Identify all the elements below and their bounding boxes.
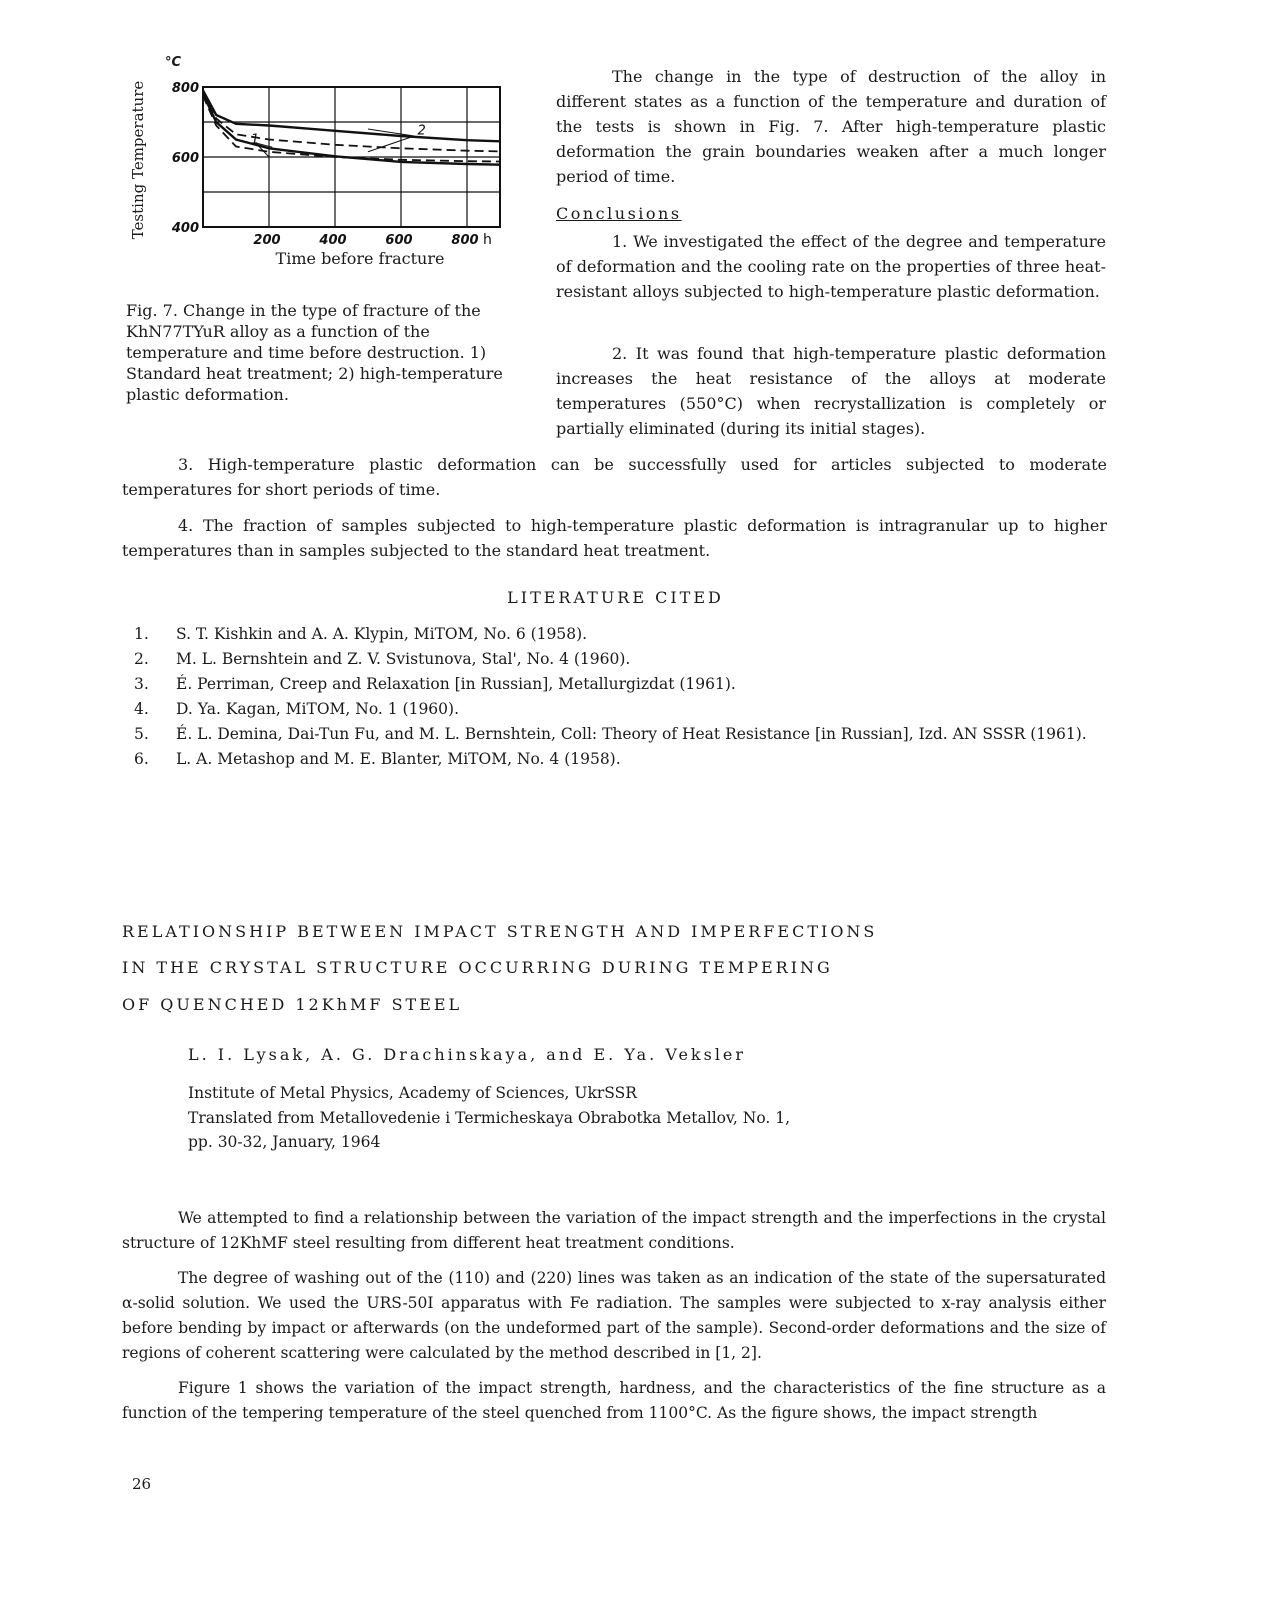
reference-number: 4. xyxy=(134,700,149,718)
reference-item xyxy=(134,697,1109,722)
y-tick-label: 600 xyxy=(171,151,199,166)
curve-label-1: 1 xyxy=(250,132,260,148)
reference-text: S. T. Kishkin and A. A. Klypin, MiTOM, No. 6 (1958). xyxy=(176,625,588,643)
reference-item xyxy=(134,672,1109,697)
x-tick-label: 800 xyxy=(451,233,479,248)
article-para-2: The degree of washing out of the (110) and (220) lines was taken as an indication of the state of the supersaturated α-solid solution. We used the URS-50I apparatus with Fe radiation. The samples were subjected to x-ray analysis either before bending by impact or afterwards (on the undeformed part of the sample). Second-order deformations and the size of regions of coherent scattering were calculated by the method described in [1, 2]. xyxy=(122,1269,1106,1362)
reference-item xyxy=(134,647,1109,672)
y-unit: °C xyxy=(165,55,182,70)
reference-text: M. L. Bernshtein and Z. V. Svistunova, Stal', No. 4 (1960). xyxy=(176,650,631,668)
article-title-line-2: IN THE CRYSTAL STRUCTURE OCCURRING DURING TEMPERING xyxy=(122,958,833,977)
y-tick-label: 800 xyxy=(171,81,199,96)
conclusion-3: 3. High-temperature plastic deformation can be successfully used for articles subjected to moderate temperatures for short periods of time. xyxy=(122,455,1107,499)
conclusion-2: 2. It was found that high-temperature plastic deformation increases the heat resistance of the alloys at moderate temperatures (550°C) when recrystallization is completely or partially eliminated (during its initial stages). xyxy=(556,344,1106,438)
reference-text: L. A. Metashop and M. E. Blanter, MiTOM, No. 4 (1958). xyxy=(176,750,621,768)
conclusion-4: 4. The fraction of samples subjected to high-temperature plastic deformation is intragranular up to higher temperatures than in samples subjected to the standard heat treatment. xyxy=(122,516,1107,560)
figure-caption: Fig. 7. Change in the type of fracture of the KhN77TYuR alloy as a function of the temperature and time before destruction. 1) Standard heat treatment; 2) high-temperature plastic deformation. xyxy=(126,301,503,404)
reference-list xyxy=(134,622,1109,772)
literature-heading: LITERATURE CITED xyxy=(507,588,724,607)
x-tick-label: 400 xyxy=(319,233,347,248)
reference-number: 6. xyxy=(134,750,149,768)
authors: L. I. Lysak, A. G. Drachinskaya, and E. Ya. Veksler xyxy=(188,1045,747,1064)
article-title-line-1: RELATIONSHIP BETWEEN IMPACT STRENGTH AND IMPERFECTIONS xyxy=(122,922,878,941)
figure-7 xyxy=(125,55,525,280)
page-number: 26 xyxy=(132,1475,152,1493)
reference-text: É. L. Demina, Dai-Tun Fu, and M. L. Bernshtein, Coll: Theory of Heat Resistance [in Russian], Izd. AN SSSR (1961). xyxy=(176,725,1087,743)
reference-item xyxy=(134,747,1109,772)
translated-from: Translated from Metallovedenie i Termicheskaya Obrabotka Metallov, No. 1, xyxy=(188,1109,791,1127)
right-para-1: The change in the type of destruction of the alloy in different states as a function of the temperature and duration of the tests is shown in Fig. 7. After high-temperature plastic deformation the grain boundaries weaken after a much longer period of time. xyxy=(556,67,1106,186)
article-para-3: Figure 1 shows the variation of the impact strength, hardness, and the characteristics of the fine structure as a function of the tempering temperature of the steel quenched from 1100°C. As the figure shows, the impact strength xyxy=(122,1379,1106,1422)
reference-text: D. Ya. Kagan, MiTOM, No. 1 (1960). xyxy=(176,700,460,718)
y-tick-label: 400 xyxy=(171,221,199,236)
reference-number: 3. xyxy=(134,675,149,693)
conclusions-heading: Conclusions xyxy=(556,204,682,223)
y-axis-label: Testing Temperature xyxy=(129,80,147,240)
reference-number: 2. xyxy=(134,650,149,668)
x-unit: h xyxy=(483,232,492,248)
curve-label-2: 2 xyxy=(417,123,426,139)
article-title-line-3: OF QUENCHED 12KhMF STEEL xyxy=(122,995,463,1014)
series-line xyxy=(203,96,500,162)
series-line xyxy=(203,94,500,165)
reference-text: É. Perriman, Creep and Relaxation [in Russian], Metallurgizdat (1961). xyxy=(176,675,736,693)
chart-plot xyxy=(125,55,525,255)
article-para-1: We attempted to find a relationship between the variation of the impact strength and the imperfections in the crystal structure of 12KhMF steel resulting from different heat treatment conditions. xyxy=(122,1209,1106,1252)
reference-number: 1. xyxy=(134,625,149,643)
reference-item xyxy=(134,622,1109,647)
x-tick-label: 600 xyxy=(385,233,413,248)
reference-item xyxy=(134,722,1109,747)
series-line xyxy=(203,91,500,142)
translated-pages: pp. 30-32, January, 1964 xyxy=(188,1133,381,1151)
reference-number: 5. xyxy=(134,725,149,743)
x-tick-label: 200 xyxy=(253,233,281,248)
conclusion-1: 1. We investigated the effect of the degree and temperature of deformation and the cooling rate on the properties of three heat-resistant alloys subjected to high-temperature plastic deformation. xyxy=(556,232,1106,301)
affiliation: Institute of Metal Physics, Academy of Sciences, UkrSSR xyxy=(188,1084,637,1102)
x-axis-label: Time before fracture xyxy=(275,249,445,268)
